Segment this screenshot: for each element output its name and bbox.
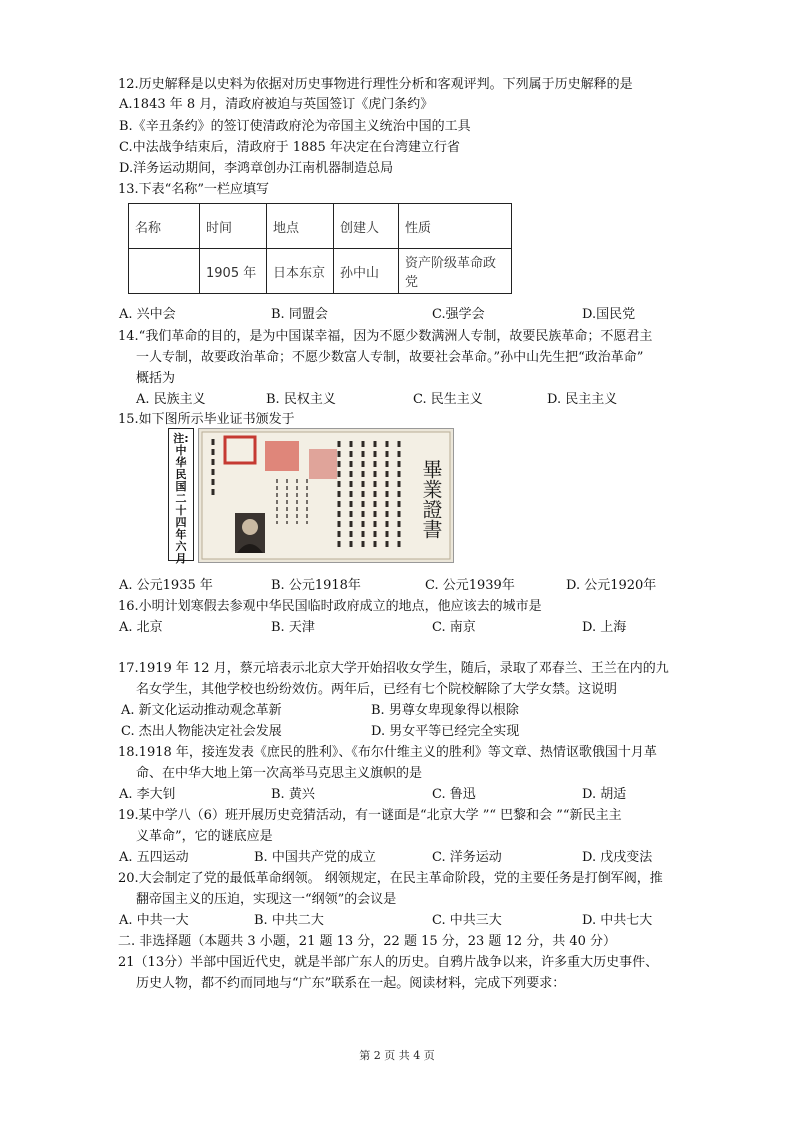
table-header-cell: 性质: [399, 204, 512, 249]
q15-option-b: B. 公元1918年: [271, 578, 361, 593]
certificate-note-box: 注: 中 华 民 国 二 十 四 年 六 月: [168, 428, 194, 561]
q14-option-b: B. 民权主义: [266, 392, 336, 407]
q17-option-b: B. 男尊女卑现象得以根除: [371, 703, 519, 718]
certificate-image: [199, 429, 453, 562]
q19-stem-line1: 19.某中学八（6）班开展历史竞猜活动，有一谜面是“北京大学 ”“ 巴黎和会 ”“新民主主: [118, 808, 622, 823]
q16-option-c: C. 南京: [432, 620, 476, 635]
q14-stem-line2: 一人专制，故要政治革命；不愿少数富人专制，故要社会革命。”孙中山先生把“政治革命”: [136, 350, 644, 365]
q17-option-a: A. 新文化运动推动观念革新: [121, 703, 282, 718]
q12-option-b: B.《辛丑条约》的签订使清政府沦为帝国主义统治中国的工具: [119, 119, 471, 134]
q15-option-d: D. 公元1920年: [566, 578, 657, 593]
table-header-cell: 名称: [129, 204, 200, 249]
q13-option-a: A. 兴中会: [119, 307, 176, 322]
q16-option-b: B. 天津: [271, 620, 315, 635]
q18-option-d: D. 胡适: [582, 787, 627, 802]
table-header-cell: 地点: [267, 204, 334, 249]
table-row: [129, 249, 512, 294]
table-cell: 资产阶级革命政党: [399, 249, 512, 294]
q16-stem: 16.小明计划寒假去参观中华民国临时政府成立的地点，他应该去的城市是: [118, 599, 542, 614]
section-2-heading: 二. 非选择题（本题共 3 小题，21 题 13 分，22 题 15 分，23 题 12 分，共 40 分）: [118, 934, 617, 949]
q19-option-b: B. 中国共产党的成立: [254, 850, 376, 865]
q12-option-a: A.1843 年 8 月，清政府被迫与英国签订《虎门条约》: [119, 97, 434, 112]
q12-option-c: C.中法战争结束后，清政府于 1885 年决定在台湾建立行省: [119, 140, 460, 155]
q14-stem-line1: 14.“我们革命的目的，是为中国谋幸福，因为不愿少数满洲人专制，故要民族革命；不愿君主: [118, 329, 653, 344]
q19-option-d: D. 戊戌变法: [582, 850, 653, 865]
q20-option-d: D. 中共七大: [582, 913, 653, 928]
q14-stem-line3: 概括为: [136, 371, 176, 386]
table-header-cell: 创建人: [334, 204, 399, 249]
table-row: [129, 204, 512, 249]
table-cell: 1905 年: [200, 249, 267, 294]
q17-option-c: C. 杰出人物能决定社会发展: [121, 724, 282, 739]
q18-option-a: A. 李大钊: [119, 787, 176, 802]
q15-stem: 15.如下图所示毕业证书颁发于: [118, 412, 295, 427]
q13-option-c: C.强学会: [432, 307, 485, 322]
table-cell: 孙中山: [334, 249, 399, 294]
q17-option-d: D. 男女平等已经完全实现: [371, 724, 520, 739]
certificate-photo: [198, 428, 454, 563]
q18-option-c: C. 鲁迅: [432, 787, 476, 802]
q20-option-c: C. 中共三大: [432, 913, 502, 928]
q17-stem-line1: 17.1919 年 12 月，蔡元培表示北京大学开始招收女学生，随后，录取了邓春兰、王兰在内的九: [118, 661, 669, 676]
q19-option-a: A. 五四运动: [119, 850, 189, 865]
q18-stem-line2: 命、在中华大地上第一次高举马克思主义旗帜的是: [136, 766, 423, 781]
q12-option-d: D.洋务运动期间，李鸿章创办江南机器制造总局: [119, 161, 394, 176]
q13-stem: 13.下表“名称”一栏应填写: [118, 182, 269, 197]
q13-option-b: B. 同盟会: [271, 307, 328, 322]
q19-stem-line2: 义革命”，它的谜底应是: [136, 829, 273, 844]
q14-option-a: A. 民族主义: [136, 392, 206, 407]
q15-option-c: C. 公元1939年: [425, 578, 515, 593]
table-header-cell: 时间: [200, 204, 267, 249]
q14-option-c: C. 民生主义: [413, 392, 483, 407]
q15-option-a: A. 公元1935 年: [119, 578, 213, 593]
q14-option-d: D. 民主主义: [547, 392, 618, 407]
table-cell: 日本东京: [267, 249, 334, 294]
q16-option-d: D. 上海: [582, 620, 627, 635]
q20-option-b: B. 中共二大: [254, 913, 324, 928]
q15-certificate-figure: [168, 428, 454, 563]
q20-stem-line2: 翻帝国主义的压迫，实现这一“纲领”的会议是: [136, 892, 397, 907]
q17-stem-line2: 名女学生，其他学校也纷纷效仿。两年后，已经有七个院校解除了大学女禁。这说明: [136, 682, 618, 697]
q21-stem-line2: 历史人物，都不约而同地与“广东”联系在一起。阅读材料，完成下列要求：: [136, 976, 566, 991]
q16-option-a: A. 北京: [119, 620, 163, 635]
q18-option-b: B. 黄兴: [271, 787, 315, 802]
table-cell-blank: [129, 249, 200, 294]
q20-stem-line1: 20.大会制定了党的最低革命纲领。 纲领规定，在民主革命阶段，党的主要任务是打倒军阀，推: [118, 871, 663, 886]
page-footer: 第 2 页 共 4 页: [359, 1049, 435, 1062]
red-seal-icon: [265, 441, 299, 471]
q13-option-d: D.国民党: [582, 307, 636, 322]
q18-stem-line1: 18.1918 年，接连发表《庶民的胜利》、《布尔什维主义的胜利》等文章、热情讴歌俄国十月革: [118, 745, 657, 760]
q20-option-a: A. 中共一大: [119, 913, 189, 928]
red-seal-icon: [309, 449, 337, 479]
q12-stem: 12.历史解释是以史料为依据对历史事物进行理性分析和客观评判。下列属于历史解释的是: [118, 77, 633, 92]
q19-option-c: C. 洋务运动: [432, 850, 502, 865]
q21-stem-line1: 21（13分）半部中国近代史，就是半部广东人的历史。自鸦片战争以来，许多重大历史事件、: [118, 955, 659, 970]
q13-table: [128, 203, 512, 294]
svg-text:畢業證書: 畢業證書: [419, 459, 443, 539]
